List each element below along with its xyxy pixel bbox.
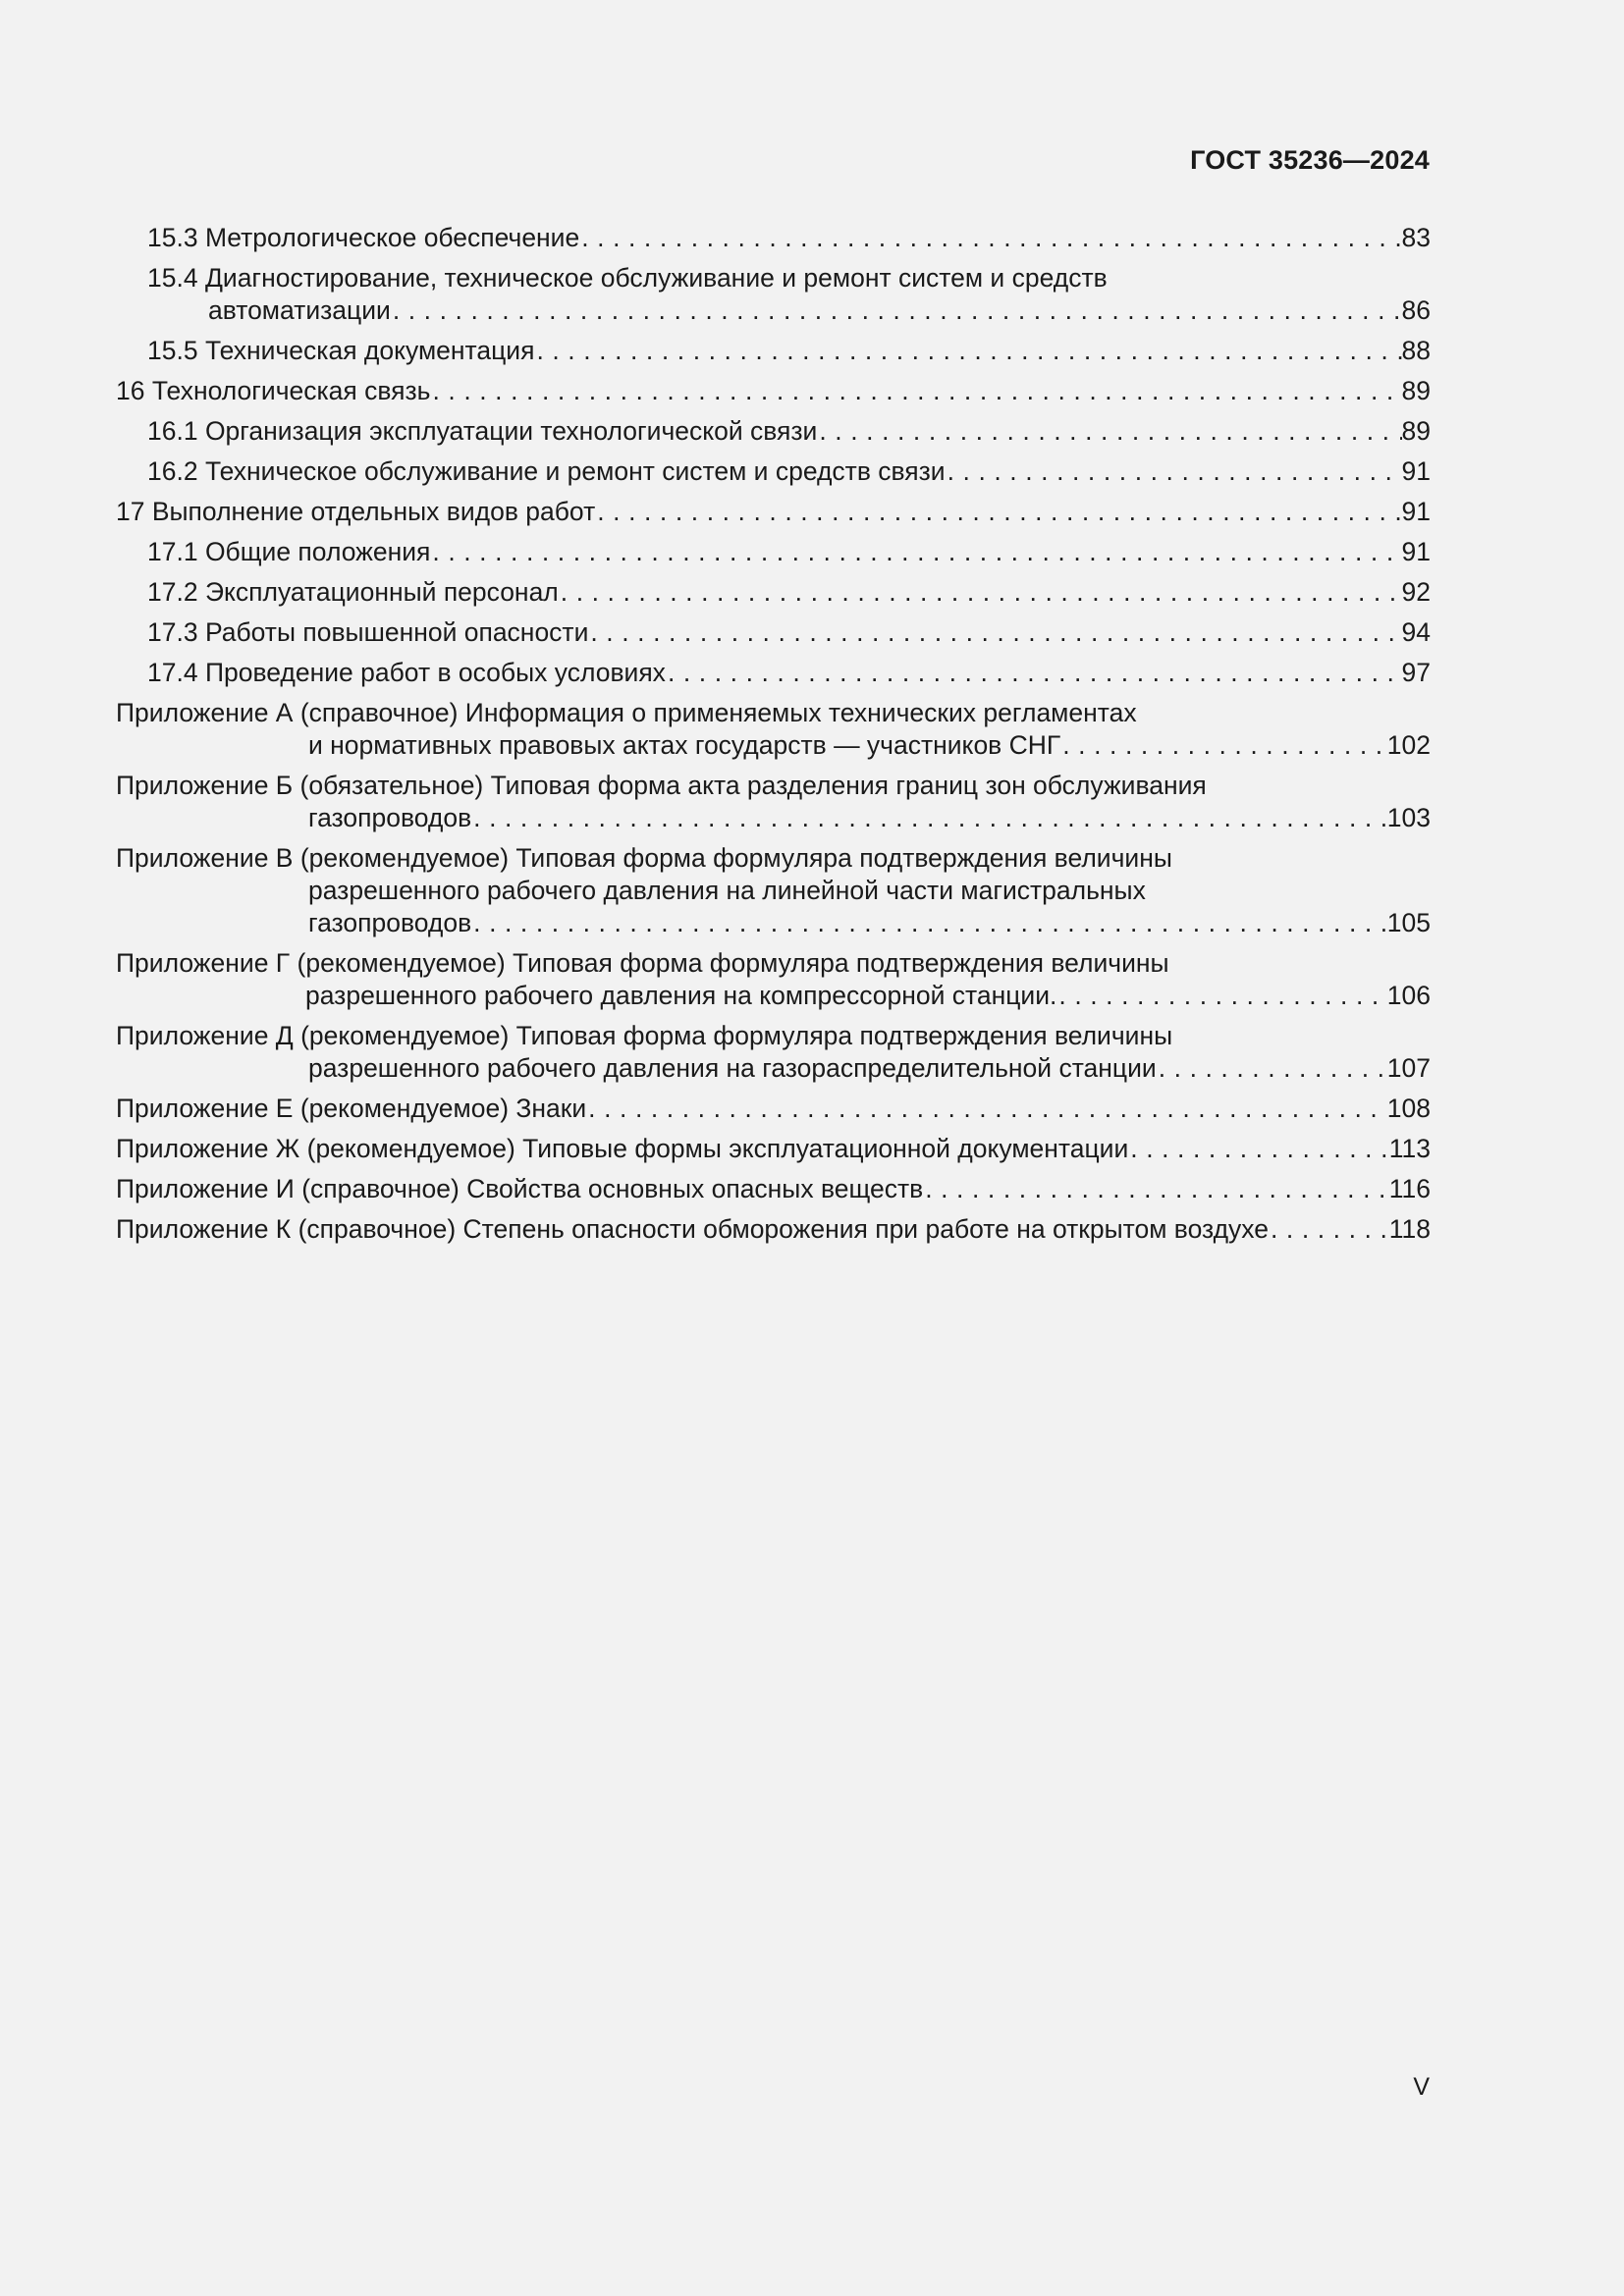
toc-entry-title: 17.2 Эксплуатационный персонал bbox=[147, 577, 559, 607]
toc-entry-title: 17.3 Работы повышенной опасности bbox=[147, 617, 589, 647]
toc-line-last bbox=[116, 415, 1431, 448]
toc-leader-dots bbox=[1060, 729, 1387, 762]
toc-line-last bbox=[116, 335, 1431, 367]
toc-page-number: 118 bbox=[1388, 1214, 1431, 1244]
toc-entry-title: разрешенного рабочего давления на газораспределительной станции bbox=[308, 1053, 1157, 1083]
toc-leader-dots bbox=[1157, 1052, 1387, 1085]
toc-leader-dots bbox=[430, 375, 1401, 407]
toc-leader-dots bbox=[586, 1093, 1387, 1125]
toc-line-last bbox=[116, 657, 1431, 689]
toc-line-last bbox=[116, 294, 1431, 327]
toc-page-number: 91 bbox=[1401, 537, 1431, 566]
toc-line-last bbox=[116, 907, 1431, 939]
toc-entry-title: 16.2 Техническое обслуживание и ремонт систем и средств связи bbox=[147, 456, 946, 486]
toc-entry-title: 15.4 Диагностирование, техническое обслуживание и ремонт систем и средств bbox=[147, 263, 1108, 293]
toc-leader-dots bbox=[471, 907, 1387, 939]
toc-page-number: 116 bbox=[1388, 1174, 1431, 1203]
toc-page-number: 107 bbox=[1386, 1053, 1431, 1083]
toc-entry-title: Приложение А (справочное) Информация о применяемых технических регламентах bbox=[116, 698, 1137, 727]
toc-leader-dots bbox=[430, 536, 1401, 568]
toc-line-last bbox=[116, 729, 1431, 762]
toc-leader-dots bbox=[946, 455, 1402, 488]
toc-page-number: 97 bbox=[1401, 658, 1431, 687]
toc-line-last bbox=[116, 1213, 1431, 1246]
toc-entry-title: 17.4 Проведение работ в особых условиях bbox=[147, 658, 666, 687]
toc-line bbox=[116, 1020, 1431, 1052]
toc-entry[interactable] bbox=[116, 1213, 1431, 1246]
toc-page-number: 105 bbox=[1386, 908, 1431, 937]
toc-entry-title: Приложение Г (рекомендуемое) Типовая форма формуляра подтверждения величины bbox=[116, 948, 1169, 978]
toc-entry[interactable] bbox=[116, 415, 1431, 448]
toc-line-last bbox=[116, 1052, 1431, 1085]
toc-page-number: 88 bbox=[1401, 336, 1431, 365]
toc-leader-dots bbox=[1128, 1133, 1388, 1165]
toc-entry[interactable] bbox=[116, 335, 1431, 367]
toc-leader-dots bbox=[923, 1173, 1389, 1205]
toc-entry-title: газопроводов bbox=[308, 803, 472, 832]
toc-entry[interactable] bbox=[116, 576, 1431, 609]
toc-line-last bbox=[116, 536, 1431, 568]
toc-entry-title: 16.1 Организация эксплуатации технологической связи bbox=[147, 416, 818, 446]
toc-entry-title: Приложение Д (рекомендуемое) Типовая форма формуляра подтверждения величины bbox=[116, 1021, 1173, 1050]
toc-entry[interactable] bbox=[116, 1093, 1431, 1125]
toc-line bbox=[116, 697, 1431, 729]
table-of-contents bbox=[116, 222, 1431, 1254]
toc-leader-dots bbox=[471, 802, 1387, 834]
toc-leader-dots bbox=[595, 496, 1401, 528]
toc-page-number: 106 bbox=[1386, 981, 1431, 1010]
toc-page-number: 83 bbox=[1401, 223, 1431, 252]
toc-entry[interactable] bbox=[116, 947, 1431, 1012]
toc-line bbox=[116, 262, 1431, 294]
toc-line-last bbox=[116, 455, 1431, 488]
toc-entry-title: 15.5 Техническая документация bbox=[147, 336, 535, 365]
toc-page-number: 91 bbox=[1401, 456, 1431, 486]
toc-page-number: 86 bbox=[1401, 295, 1431, 325]
document-header: ГОСТ 35236—2024 bbox=[1190, 145, 1430, 175]
toc-entry-title: автоматизации bbox=[208, 295, 391, 325]
toc-page-number: 113 bbox=[1388, 1134, 1431, 1163]
page-number: V bbox=[1413, 2073, 1430, 2101]
toc-line bbox=[116, 770, 1431, 802]
toc-line bbox=[116, 842, 1431, 875]
toc-entry-title: газопроводов bbox=[308, 908, 472, 937]
toc-line bbox=[116, 947, 1431, 980]
toc-entry[interactable] bbox=[116, 375, 1431, 407]
toc-entry-title: Приложение К (справочное) Степень опасности обморожения при работе на открытом воздухе bbox=[116, 1214, 1269, 1244]
toc-line-last bbox=[116, 802, 1431, 834]
toc-page-number: 92 bbox=[1401, 577, 1431, 607]
toc-leader-dots bbox=[666, 657, 1402, 689]
toc-entry-title: 17.1 Общие положения bbox=[147, 537, 431, 566]
toc-line-last bbox=[116, 980, 1431, 1012]
toc-leader-dots bbox=[1056, 980, 1386, 1012]
toc-page-number: 91 bbox=[1401, 497, 1431, 526]
toc-line-last bbox=[116, 222, 1431, 254]
toc-leader-dots bbox=[534, 335, 1401, 367]
toc-entry[interactable] bbox=[116, 496, 1431, 528]
toc-page-number: 89 bbox=[1401, 416, 1431, 446]
toc-entry-title: 17 Выполнение отдельных видов работ bbox=[116, 497, 596, 526]
toc-line-last bbox=[116, 496, 1431, 528]
toc-entry[interactable] bbox=[116, 1020, 1431, 1085]
toc-entry[interactable] bbox=[116, 455, 1431, 488]
toc-entry[interactable] bbox=[116, 1133, 1431, 1165]
toc-entry-title: и нормативных правовых актах государств — участников СНГ bbox=[308, 730, 1061, 760]
toc-entry-title: разрешенного рабочего давления на линейной части магистральных bbox=[308, 876, 1146, 905]
toc-line-last bbox=[116, 616, 1431, 649]
toc-page-number: 89 bbox=[1401, 376, 1431, 405]
toc-entry-title: Приложение В (рекомендуемое) Типовая форма формуляра подтверждения величины bbox=[116, 843, 1172, 873]
toc-line-last bbox=[116, 1133, 1431, 1165]
toc-line-last bbox=[116, 375, 1431, 407]
toc-leader-dots bbox=[391, 294, 1402, 327]
toc-page-number: 94 bbox=[1401, 617, 1431, 647]
toc-page-number: 103 bbox=[1386, 803, 1431, 832]
toc-entry-title: Приложение Б (обязательное) Типовая форма акта разделения границ зон обслуживания bbox=[116, 771, 1207, 800]
toc-line bbox=[116, 875, 1431, 907]
toc-entry-title: Приложение И (справочное) Свойства основных опасных веществ bbox=[116, 1174, 924, 1203]
toc-entry[interactable] bbox=[116, 616, 1431, 649]
toc-entry[interactable] bbox=[116, 536, 1431, 568]
toc-leader-dots bbox=[817, 415, 1401, 448]
toc-leader-dots bbox=[588, 616, 1401, 649]
toc-entry-title: разрешенного рабочего давления на компрессорной станции. bbox=[305, 981, 1057, 1010]
toc-entry-title: Приложение Е (рекомендуемое) Знаки bbox=[116, 1094, 587, 1123]
toc-entry[interactable] bbox=[116, 222, 1431, 254]
toc-line-last bbox=[116, 1173, 1431, 1205]
toc-entry-title: Приложение Ж (рекомендуемое) Типовые формы эксплуатационной документации bbox=[116, 1134, 1129, 1163]
toc-entry-title: 16 Технологическая связь bbox=[116, 376, 431, 405]
toc-entry[interactable] bbox=[116, 842, 1431, 939]
toc-entry[interactable] bbox=[116, 657, 1431, 689]
toc-entry[interactable] bbox=[116, 1173, 1431, 1205]
toc-entry[interactable] bbox=[116, 770, 1431, 834]
toc-leader-dots bbox=[1269, 1213, 1389, 1246]
toc-entry[interactable] bbox=[116, 262, 1431, 327]
toc-leader-dots bbox=[579, 222, 1401, 254]
toc-entry[interactable] bbox=[116, 697, 1431, 762]
toc-entry-title: 15.3 Метрологическое обеспечение bbox=[147, 223, 580, 252]
toc-leader-dots bbox=[559, 576, 1402, 609]
toc-page-number: 108 bbox=[1386, 1094, 1431, 1123]
toc-page-number: 102 bbox=[1386, 730, 1431, 760]
toc-line-last bbox=[116, 576, 1431, 609]
toc-line-last bbox=[116, 1093, 1431, 1125]
